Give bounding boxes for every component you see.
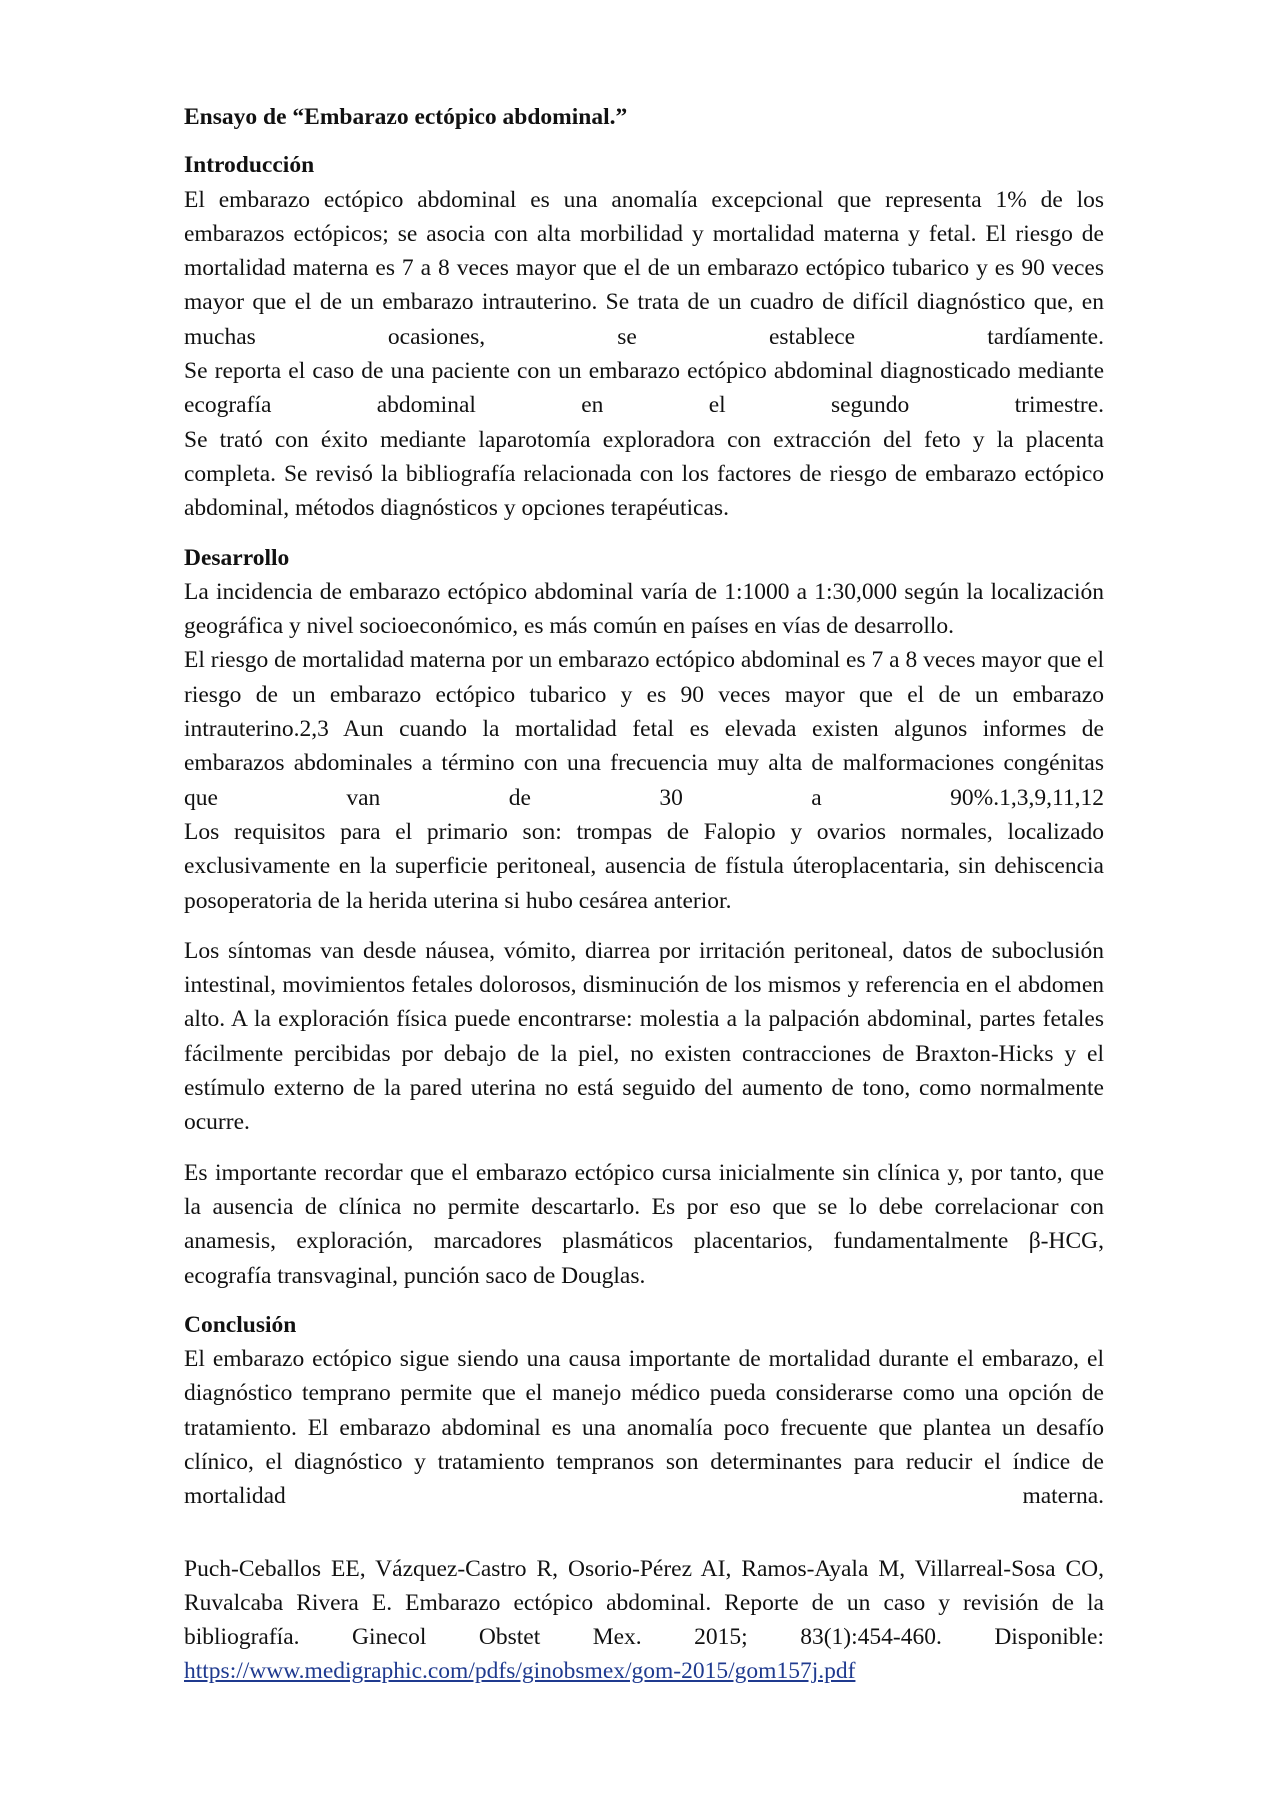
reference-block	[184, 1552, 1104, 1689]
reference-text: Puch-Ceballos EE, Vázquez-Castro R, Osorio-Pérez AI, Ramos-Ayala M, Villarreal-Sosa CO, Ruvalcaba Rivera E. Embarazo ectópico abdominal. Reporte de un caso y revisión de la bibliografía. Ginecol Obstet Mex. 2015; 83(1):454-460. Disponible:	[184, 1555, 1104, 1651]
document-page	[184, 100, 1104, 1689]
section-conclusion	[184, 1308, 1104, 1514]
intro-paragraph-3: Se trató con éxito mediante laparotomía exploradora con extracción del feto y la placenta completa. Se revisó la bibliografía relacionada con los factores de riesgo de embarazo ectópico abdominal, métodos diagnósticos y opciones terapéuticas.	[184, 426, 1104, 522]
reference-citation	[184, 1552, 1104, 1689]
reference-link[interactable]: https://www.medigraphic.com/pdfs/ginobsmex/gom-2015/gom157j.pdf	[184, 1658, 856, 1685]
intro-paragraph-1: El embarazo ectópico abdominal es una anomalía excepcional que representa 1% de los embarazos ectópicos; se asocia con alta morbilidad y mortalidad materna y fetal. El riesgo de mortalidad materna es 7 a 8 veces mayor que el de un embarazo ectópico tubarico y es 90 veces mayor que el de un embarazo intrauterino. Se trata de un cuadro de difícil diagnóstico que, en muchas ocasiones, se establece tardíamente.	[184, 186, 1104, 350]
section-desarrollo	[184, 541, 1104, 1293]
document-title: Ensayo de “Embarazo ectópico abdominal.”	[184, 104, 628, 130]
desarrollo-paragraph-1: La incidencia de embarazo ectópico abdominal varía de 1:1000 a 1:30,000 según la localización geográfica y nivel socioeconómico, es más común en países en vías de desarrollo.	[184, 578, 1104, 640]
heading-introduccion: Introducción	[184, 152, 315, 179]
desarrollo-paragraph-5: Es importante recordar que el embarazo ectópico cursa inicialmente sin clínica y, por tanto, que la ausencia de clínica no permite descartarlo. Es por eso que se lo debe correlacionar con anamesis, exploración, marcadores plasmáticos placentarios, fundamentalmente β-HCG, ecografía transvaginal, punción saco de Douglas.	[184, 1159, 1104, 1289]
desarrollo-paragraph-3: Los requisitos para el primario son: trompas de Falopio y ovarios normales, localizado exclusivamente en la superficie peritoneal, ausencia de fístula úteroplacentaria, sin dehiscencia posoperatoria de la herida uterina si hubo cesárea anterior.	[184, 818, 1104, 914]
conclusion-paragraph-1: El embarazo ectópico sigue siendo una causa importante de mortalidad durante el embarazo, el diagnóstico temprano permite que el manejo médico pueda considerarse como una opción de tratamiento. El embarazo abdominal es una anomalía poco frecuente que plantea un desafío clínico, el diagnóstico y tratamiento tempranos son determinantes para reducir el índice de mortalidad materna.	[184, 1346, 1104, 1510]
intro-paragraph-2: Se reporta el caso de una paciente con un embarazo ectópico abdominal diagnosticado mediante ecografía abdominal en el segundo trimestre.	[184, 358, 1104, 419]
section-introduccion	[184, 148, 1104, 525]
heading-conclusion: Conclusión	[184, 1311, 297, 1338]
heading-desarrollo: Desarrollo	[184, 544, 290, 571]
desarrollo-paragraph-2: El riesgo de mortalidad materna por un embarazo ectópico abdominal es 7 a 8 veces mayor que el riesgo de un embarazo ectópico tubarico y es 90 veces mayor que el de un embarazo intrauterino.2,3 Aun cuando la mortalidad fetal es elevada existen algunos informes de embarazos abdominales a término con una frecuencia muy alta de malformaciones congénitas que van de 30 a 90%.1,3,9,11,12	[184, 647, 1104, 811]
desarrollo-paragraph-4: Los síntomas van desde náusea, vómito, diarrea por irritación peritoneal, datos de suboclusión intestinal, movimientos fetales dolorosos, disminución de los mismos y referencia en el abdomen alto. A la exploración física puede encontrarse: molestia a la palpación abdominal, partes fetales fácilmente percibidas por debajo de la piel, no existen contracciones de Braxton-Hicks y el estímulo externo de la pared uterina no está seguido del aumento de tono, como normalmente ocurre.	[184, 937, 1104, 1136]
